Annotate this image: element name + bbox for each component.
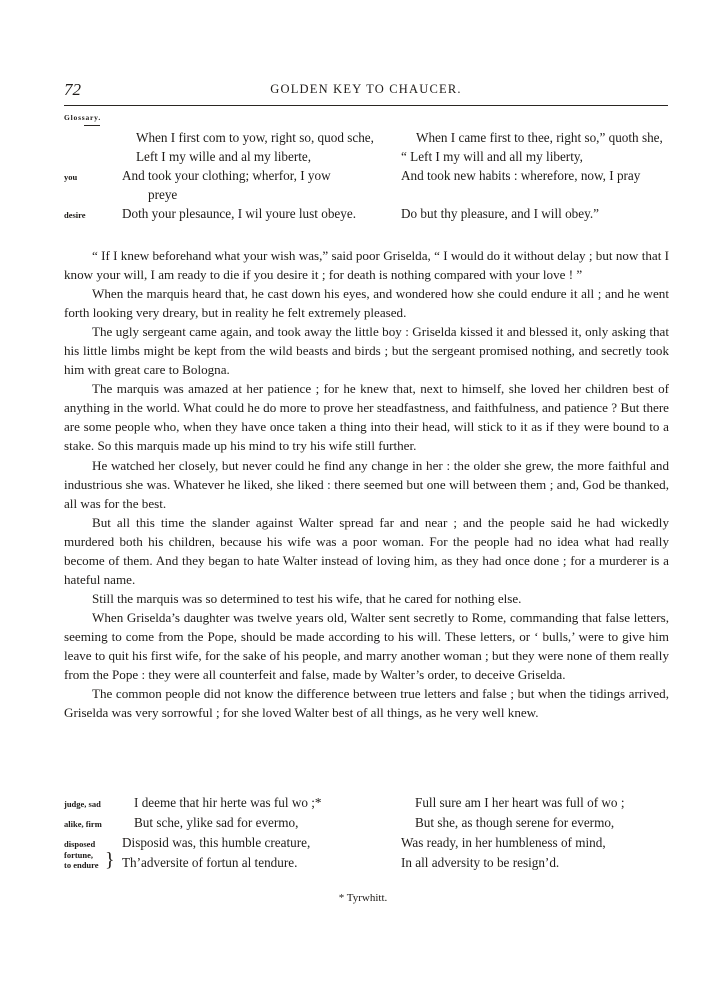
paragraph: The ugly sergeant came again, and took away the little boy : Griselda kissed it and blessed it, only asking that his little limbs might be kept from the wild beasts and birds ; but the sergeant promised nothing, and secretly took him with great care to Bologna. xyxy=(64,324,669,378)
paragraph: The common people did not know the difference between true letters and false ; but when the tidings arrived, Griselda was very sorrowful ; for she loved Walter best of all things, as he very well knew. xyxy=(64,686,669,721)
paragraph: When Griselda’s daughter was twelve years old, Walter sent secretly to Rome, commanding that false letters, seeming to come from the Pope, should be made according to his will. These letters, or ‘ bulls,’ were to give him leave to quit his first wife, for the sake of his people, and marry another woman ; but they were none of them really from the Pope : they were all counterfeit and false, made by Walter’s order, to deceive Griselda. xyxy=(64,609,669,683)
gloss-word: to endure xyxy=(64,860,99,870)
glossary-label: Glossary. xyxy=(64,113,101,122)
modern-english-line: But she, as though serene for evermo, xyxy=(415,815,615,830)
running-head: GOLDEN KEY TO CHAUCER. xyxy=(270,82,462,96)
paragraph: But all this time the slander against Walter spread far and near ; and the people said he had wickedly murdered both his children, because his wife was a poor woman. For the people had no idea what had really become of them. And they began to hate Walter instead of loving him, as they had once done ; for a murderer is a hateful name. xyxy=(64,514,669,587)
middle-english-line: When I first com to yow, right so, quod sche, xyxy=(136,130,374,145)
modern-english-line: In all adversity to be resign’d. xyxy=(401,855,560,870)
middle-english-line: I deeme that hir herte was ful wo ;* xyxy=(134,795,322,810)
modern-english-line: Full sure am I her heart was full of wo ; xyxy=(415,795,625,810)
modern-english-line: Do but thy pleasure, and I will obey.” xyxy=(401,206,600,221)
glossary-dash xyxy=(84,125,100,126)
prose-body xyxy=(64,246,669,722)
modern-english-line: Was ready, in her humbleness of mind, xyxy=(401,835,606,850)
paragraph: “ If I knew beforehand what your wish was,” said poor Griselda, “ I would do it without delay ; but now that I know your will, I am ready to die if you desire it ; for death is nothing compared with your love ! ” xyxy=(64,248,669,283)
gloss-word: fortune, xyxy=(64,850,94,860)
modern-english-line: And took new habits : wherefore, now, I pray xyxy=(401,168,641,183)
verse-line xyxy=(0,815,726,835)
paragraph: When the marquis heard that, he cast down his eyes, and wondered how she could endure it all ; and he went forth looking very dreary, but in reality he felt extremely pleased. xyxy=(64,286,669,321)
paragraph: Still the marquis was so determined to test his wife, that he cared for nothing else. xyxy=(92,590,522,606)
verse-line xyxy=(0,130,726,150)
footnote: * Tyrwhitt. xyxy=(338,892,388,904)
gloss-word: desire xyxy=(64,210,86,220)
gloss-word: disposed xyxy=(64,839,96,849)
verse-line xyxy=(0,168,726,188)
gloss-brace: } xyxy=(105,849,115,871)
verse-line xyxy=(0,149,726,169)
page-header xyxy=(64,80,668,104)
gloss-word: you xyxy=(64,172,78,182)
middle-english-line: But sche, ylike sad for evermo, xyxy=(134,815,299,830)
middle-english-line: Left I my wille and al my liberte, xyxy=(136,149,312,164)
middle-english-line: Th’adversite of fortun al tendure. xyxy=(122,855,298,870)
header-rule xyxy=(64,105,668,106)
middle-english-line: Disposid was, this humble creature, xyxy=(122,835,311,850)
modern-english-line: When I came first to thee, right so,” quoth she, xyxy=(416,130,663,145)
middle-english-line: preye xyxy=(148,187,178,202)
verse-line xyxy=(0,206,726,226)
middle-english-line: And took your clothing; wherfor, I yow xyxy=(122,168,331,183)
verse-line xyxy=(0,795,726,815)
gloss-word: alike, firm xyxy=(64,819,102,829)
verse-line xyxy=(0,187,726,207)
modern-english-line: “ Left I my will and all my liberty, xyxy=(401,149,583,164)
paragraph: The marquis was amazed at her patience ; for he knew that, next to himself, she loved her children best of anything in the world. What could he do more to prove her steadfastness, and faithfulness, and patience ? But there are some people who, when they have once taken a thing into their head, will stick to it as if they were bound to a stake. So this marquis made up his mind to try his wife still further. xyxy=(64,381,669,454)
gloss-word: judge, sad xyxy=(64,799,101,809)
paragraph: He watched her closely, but never could he find any change in her : the older she grew, the more faithful and industrious she was. Whatever he liked, she liked : there seemed but one will between them ; and, God be thanked, all was for the best. xyxy=(64,457,669,511)
middle-english-line: Doth your plesaunce, I wil youre lust obeye. xyxy=(122,206,357,221)
page-number: 72 xyxy=(64,80,81,99)
